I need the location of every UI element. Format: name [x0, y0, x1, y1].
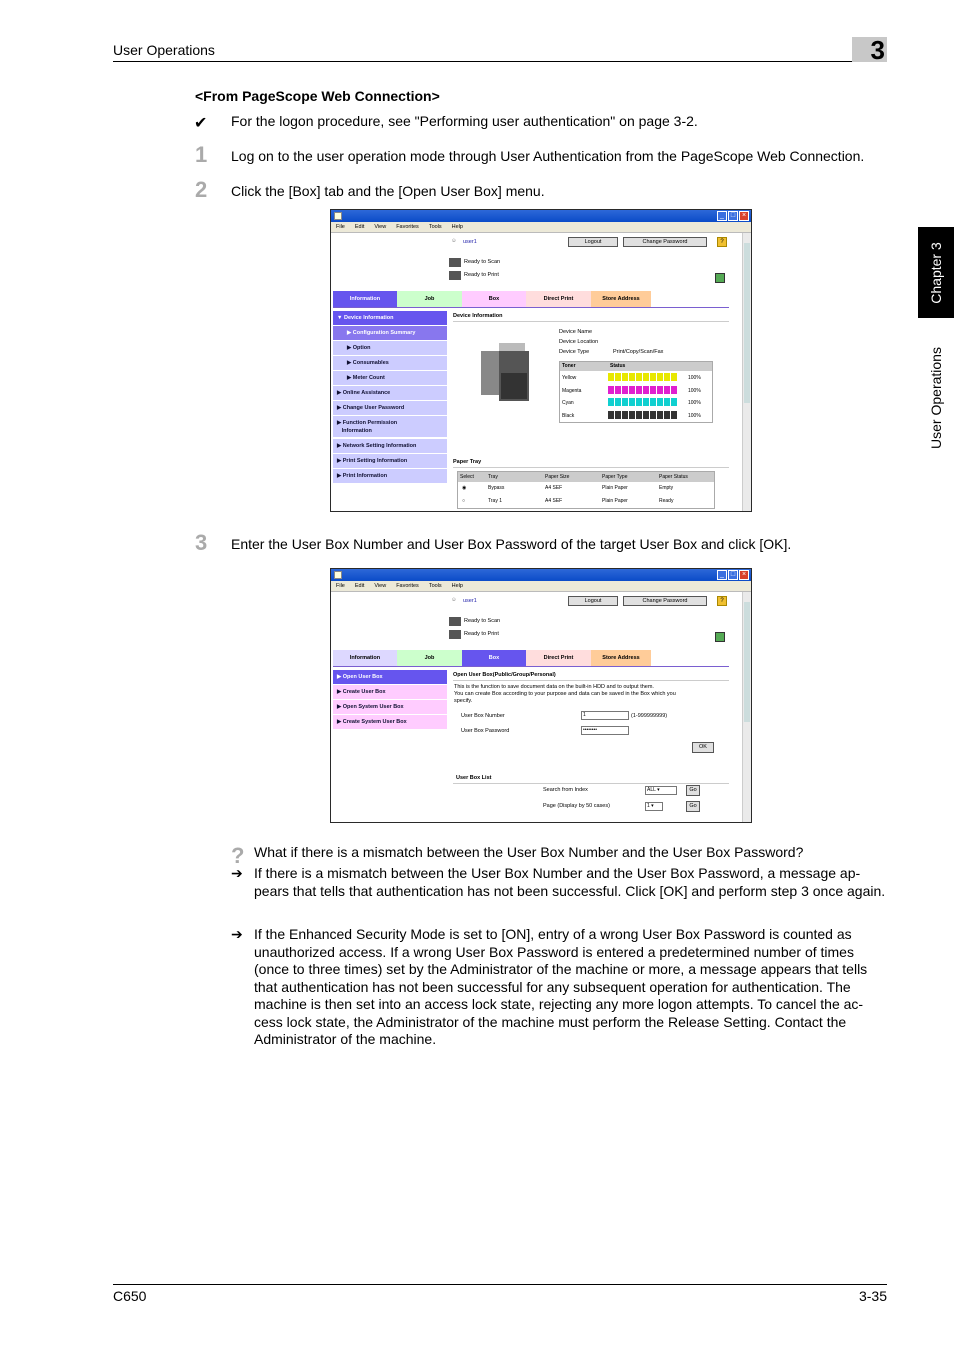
browser-menubar [331, 581, 751, 592]
menu-help[interactable]: Help [451, 583, 463, 589]
check-note: For the logon procedure, see "Performing user authentication" on page 3-2. [231, 113, 698, 129]
help-icon[interactable]: ? [717, 237, 727, 247]
refresh-icon[interactable] [715, 632, 725, 642]
toner-level-black [608, 411, 677, 419]
question-icon: ? [231, 843, 245, 868]
tray-radio[interactable]: ○ [462, 498, 466, 504]
toner-status: 100% [688, 413, 701, 419]
nav-create-user-box[interactable]: ▶ Create User Box [333, 685, 447, 700]
nav-create-system-user-box[interactable]: ▶ Create System User Box [333, 715, 447, 730]
tab-information[interactable]: Information [333, 291, 397, 307]
toner-level-magenta [608, 386, 677, 394]
tray-cell: Ready [659, 498, 674, 504]
tray-cell: Bypass [488, 485, 505, 491]
menu-favorites[interactable]: Favorites [396, 583, 419, 589]
logout-button[interactable]: Logout [568, 237, 618, 247]
nav-meter-count[interactable]: ▶ Meter Count [333, 371, 447, 386]
scrollbar[interactable] [742, 592, 751, 822]
menu-view[interactable]: View [374, 224, 387, 230]
main-tabs [333, 650, 651, 666]
main-tabs [333, 291, 651, 307]
search-index-label: Search from Index [543, 787, 588, 793]
tray-header: Paper Status [659, 474, 688, 480]
user-icon: ☺ [451, 238, 457, 244]
screenshot-device-info [330, 209, 752, 512]
box-number-range: (1-999999999) [631, 713, 668, 719]
arrow-icon: ➔ [231, 865, 243, 881]
toner-name: Magenta [562, 388, 582, 394]
page-select[interactable]: 1 ▾ [645, 802, 663, 811]
tray-cell: Plain Paper [602, 485, 628, 491]
paper-tray-table [457, 471, 715, 509]
tray-header: Paper Size [545, 474, 570, 480]
checkmark-icon: ✔ [194, 115, 208, 132]
menu-file[interactable]: File [336, 583, 345, 589]
arrow-icon: ➔ [231, 926, 243, 942]
answer-text: If the Enhanced Security Mode is set to [ON], entry of a wrong User Box Password is counted as unauthorized access. If a wrong User Box Password is entered a predetermined number of times (once to three times) set by the Administrator of the machine or more, a message appears that tells that authentication has not been successful for any subsequent operation for authentication. The machine is then set into an access lock state, rejecting any more logon attempts. To cancel the ac-cess lock state, the Administrator of the machine must perform the Release Setting. Contact the Administrator of the machine. [254, 926, 868, 1047]
toner-header: Toner [562, 363, 576, 369]
tray-radio-selected[interactable]: ◉ [462, 485, 467, 491]
toner-status: 100% [688, 400, 701, 406]
nav-open-system-user-box[interactable]: ▶ Open System User Box [333, 700, 447, 715]
menu-file[interactable]: File [336, 224, 345, 230]
paper-tray-title: Paper Tray [453, 459, 482, 465]
tab-store-address[interactable]: Store Address [591, 650, 651, 666]
tray-cell: Empty [659, 485, 674, 491]
header-rule [113, 61, 887, 62]
nav-open-user-box[interactable]: ▶ Open User Box [333, 670, 447, 685]
step-number: 3 [195, 530, 208, 555]
tray-cell: A4 SEF [545, 485, 563, 491]
nav-device-information[interactable]: ▼ Device Information [333, 311, 447, 326]
menu-view[interactable]: View [374, 583, 387, 589]
box-number-input[interactable]: 1 [581, 711, 629, 720]
toner-name: Yellow [562, 375, 577, 381]
question-text: What if there is a mismatch between the User Box Number and the User Box Password? [254, 844, 804, 860]
tab-information[interactable]: Information [333, 650, 397, 666]
side-tab-chapter-label: Chapter 3 [928, 241, 944, 304]
nav-function-permission[interactable]: ▶ Function Permission Information [333, 416, 447, 438]
ok-button[interactable]: OK [692, 742, 714, 753]
screenshot-open-user-box [330, 568, 752, 823]
browser-titlebar [331, 569, 751, 581]
tray-header: Tray [488, 474, 498, 480]
close-icon[interactable]: × [739, 570, 749, 580]
browser-titlebar [331, 210, 751, 222]
close-icon[interactable]: × [739, 211, 749, 221]
footer-rule [113, 1284, 887, 1285]
panel-heading: Device Information [453, 313, 503, 319]
nav-configuration-summary[interactable]: ▶ Configuration Summary [333, 326, 447, 341]
user-icon: ☺ [451, 597, 457, 603]
tab-box[interactable]: Box [462, 291, 526, 307]
device-image [481, 343, 537, 409]
chapter-badge [852, 35, 887, 65]
device-location-label: Device Location [559, 339, 599, 345]
tab-underline [333, 307, 729, 308]
device-type-label: Device Type [559, 349, 590, 355]
maximize-icon[interactable]: □ [728, 211, 738, 221]
browser-menubar [331, 222, 751, 233]
menu-edit[interactable]: Edit [354, 224, 365, 230]
section-title: <From PageScope Web Connection> [195, 88, 440, 104]
scanner-icon [449, 617, 461, 626]
step-text: Enter the User Box Number and User Box Password of the target User Box and click [OK]. [231, 536, 792, 552]
side-tab-section [918, 318, 954, 478]
tab-box[interactable]: Box [462, 650, 526, 666]
menu-edit[interactable]: Edit [354, 583, 365, 589]
box-password-input[interactable]: •••••••• [581, 726, 629, 735]
scan-status: Ready to Scan [464, 259, 501, 265]
description-line: specify. [454, 698, 473, 704]
menu-help[interactable]: Help [451, 224, 463, 230]
tray-cell: A4 SEF [545, 498, 563, 504]
tray-cell: Tray 1 [488, 498, 502, 504]
user-name: user1 [463, 598, 477, 604]
step-number: 1 [195, 142, 208, 167]
answer-text: If there is a mismatch between the User Box Number and the User Box Password, a message ap-pears that tells that authentication has not been successful. Click [OK] and perform step 3 once again. [254, 865, 886, 899]
box-number-label: User Box Number [461, 713, 505, 719]
footer-model: C650 [113, 1288, 147, 1304]
change-password-button[interactable]: Change Password [623, 596, 707, 606]
step-number: 2 [195, 177, 208, 202]
description-line: You can create Box according to your purpose and data can be saved in the Box which you [454, 691, 676, 697]
page-display-label: Page (Display by 50 cases) [543, 803, 610, 809]
minimize-icon[interactable]: _ [717, 211, 727, 221]
toner-table [559, 361, 713, 423]
toner-level-yellow [608, 373, 677, 381]
nav-print-information[interactable]: ▶ Print Information [333, 469, 447, 484]
step-text: Click the [Box] tab and the [Open User Box] menu. [231, 183, 545, 199]
tab-direct-print[interactable]: Direct Print [526, 291, 591, 307]
nav-option[interactable]: ▶ Option [333, 341, 447, 356]
nav-network-setting[interactable]: ▶ Network Setting Information [333, 439, 447, 454]
printer-icon [449, 630, 461, 639]
search-index-select[interactable]: ALL ▾ [645, 786, 677, 795]
device-name-label: Device Name [559, 329, 593, 335]
browser-icon [334, 571, 342, 579]
panel-heading: Open User Box(Public/Group/Personal) [453, 672, 556, 678]
toner-level-cyan [608, 398, 677, 406]
running-header: User Operations [113, 42, 215, 58]
maximize-icon[interactable]: □ [728, 570, 738, 580]
description-line: This is the function to save document data on the built-in HDD and to output them. [454, 684, 654, 690]
menu-tools[interactable]: Tools [428, 583, 442, 589]
scan-status: Ready to Scan [464, 618, 501, 624]
toner-status: 100% [688, 375, 701, 381]
tab-direct-print[interactable]: Direct Print [526, 650, 591, 666]
tab-job[interactable]: Job [397, 291, 462, 307]
change-password-button[interactable]: Change Password [623, 237, 707, 247]
nav-online-assistance[interactable]: ▶ Online Assistance [333, 386, 447, 401]
side-tab-section-label: User Operations [928, 347, 944, 449]
nav-change-user-password[interactable]: ▶ Change User Password [333, 401, 447, 416]
minimize-icon[interactable]: _ [717, 570, 727, 580]
tab-underline [333, 666, 729, 667]
box-password-label: User Box Password [461, 728, 510, 734]
step-text: Log on to the user operation mode through User Authentication from the PageScope Web Connection. [231, 148, 865, 164]
printer-icon [449, 271, 461, 280]
tray-header: Select [460, 474, 474, 480]
toner-status: 100% [688, 388, 701, 394]
nav-print-setting[interactable]: ▶ Print Setting Information [333, 454, 447, 469]
refresh-icon[interactable] [715, 273, 725, 283]
logout-button[interactable]: Logout [568, 596, 618, 606]
nav-consumables[interactable]: ▶ Consumables [333, 356, 447, 371]
toner-name: Black [562, 413, 575, 419]
scrollbar[interactable] [742, 233, 751, 511]
chapter-number: 3 [870, 35, 885, 65]
tab-store-address[interactable]: Store Address [591, 291, 651, 307]
browser-icon [334, 212, 342, 220]
print-status: Ready to Print [464, 272, 499, 278]
menu-favorites[interactable]: Favorites [396, 224, 419, 230]
menu-tools[interactable]: Tools [428, 224, 442, 230]
search-go-button[interactable]: Go [686, 785, 700, 796]
toner-name: Cyan [562, 400, 574, 406]
page-go-button[interactable]: Go [686, 801, 700, 812]
scanner-icon [449, 258, 461, 267]
tray-header: Paper Type [602, 474, 628, 480]
device-type-value: Print/Copy/Scan/Fax [613, 349, 664, 355]
user-box-list-title: User Box List [456, 775, 492, 781]
tray-cell: Plain Paper [602, 498, 628, 504]
status-header: Status [610, 363, 626, 369]
help-icon[interactable]: ? [717, 596, 727, 606]
print-status: Ready to Print [464, 631, 499, 637]
footer-page-number: 3-35 [858, 1288, 887, 1304]
tab-job[interactable]: Job [397, 650, 462, 666]
side-tab-chapter [918, 227, 954, 318]
user-name: user1 [463, 239, 477, 245]
